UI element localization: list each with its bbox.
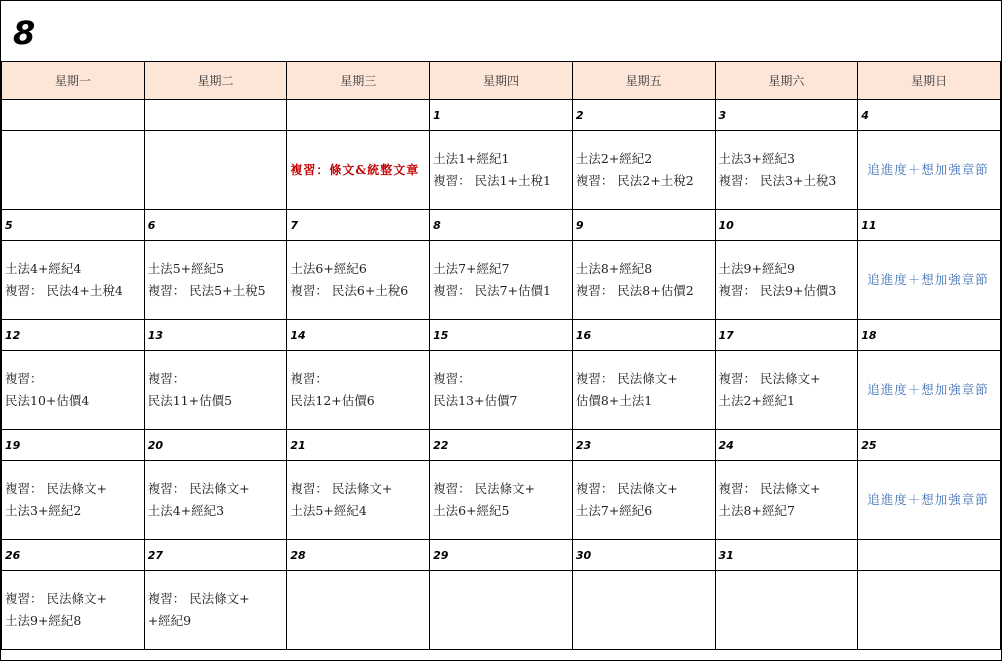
schedule-row — [2, 351, 1001, 430]
date-number: 23 — [572, 430, 715, 461]
schedule-entry: 複習： 民法9+估價3 — [718, 283, 837, 298]
date-number: 20 — [144, 430, 287, 461]
schedule-cell — [287, 241, 430, 320]
schedule-entry: 土法5+經紀5 — [147, 261, 225, 276]
date-number: 13 — [144, 320, 287, 351]
schedule-entry: 複習： 民法6+土稅6 — [290, 283, 409, 298]
schedule-entry: 複習： 民法條文+ — [433, 481, 536, 496]
schedule-entry: 複習： 民法7+估價1 — [433, 283, 551, 298]
date-number: 28 — [287, 540, 430, 571]
schedule-cell — [2, 241, 145, 320]
date-number: 1 — [430, 100, 573, 131]
schedule-entry: 複習： 民法條文+ — [5, 591, 107, 606]
schedule-cell — [858, 351, 1001, 430]
schedule-cell — [144, 571, 287, 650]
schedule-cell — [144, 461, 287, 540]
schedule-cell — [430, 131, 573, 210]
date-number: 17 — [715, 320, 858, 351]
schedule-entry: 複習： 民法4+土稅4 — [5, 283, 123, 298]
date-number: 11 — [858, 210, 1001, 241]
schedule-row — [2, 241, 1001, 320]
schedule-cell — [715, 131, 858, 210]
schedule-cell — [287, 571, 430, 650]
schedule-entry: 複習： 民法2+土稅2 — [575, 173, 694, 188]
month-title: 8 — [13, 14, 36, 52]
schedule-cell — [2, 461, 145, 540]
date-number: 30 — [572, 540, 715, 571]
schedule-entry: 土法5+經紀4 — [290, 503, 367, 518]
schedule-entry: 複習： 民法條文+ — [147, 591, 250, 606]
schedule-entry: 土法2+經紀1 — [718, 393, 795, 408]
date-number: 16 — [572, 320, 715, 351]
schedule-cell — [430, 461, 573, 540]
schedule-cell — [430, 241, 573, 320]
schedule-entry: 土法9+經紀9 — [718, 261, 795, 276]
schedule-cell — [144, 241, 287, 320]
schedule-entry: 民法11+估價5 — [147, 393, 233, 408]
date-number: 8 — [430, 210, 573, 241]
schedule-cell — [572, 571, 715, 650]
schedule-entry: 土法7+經紀7 — [433, 261, 510, 276]
schedule-cell — [858, 131, 1001, 210]
schedule-entry: 複習： 民法8+估價2 — [575, 283, 694, 298]
schedule-entry: 複習： 民法3+土稅3 — [718, 173, 837, 188]
date-number: 18 — [858, 320, 1001, 351]
schedule-entry: 複習： 民法5+土稅5 — [147, 283, 266, 298]
schedule-cell — [144, 351, 287, 430]
schedule-entry: 複習： 民法條文+ — [5, 481, 107, 496]
date-number: 22 — [430, 430, 573, 461]
schedule-entry: 土法6+經紀5 — [433, 503, 510, 518]
schedule-cell — [287, 131, 430, 210]
schedule-entry: 複習： 民法條文+ — [575, 481, 678, 496]
date-number: 5 — [2, 210, 145, 241]
schedule-cell — [430, 351, 573, 430]
date-row — [2, 320, 1001, 351]
schedule-cell — [858, 241, 1001, 320]
weekday-header: 星期六 — [715, 62, 858, 100]
date-number: 10 — [715, 210, 858, 241]
weekday-header: 星期三 — [287, 62, 430, 100]
schedule-cell — [287, 351, 430, 430]
date-row — [2, 430, 1001, 461]
schedule-row — [2, 131, 1001, 210]
date-number — [144, 100, 287, 131]
schedule-entry: 估價8+土法1 — [575, 393, 653, 408]
schedule-entry: 民法12+估價6 — [290, 393, 375, 408]
date-number — [858, 540, 1001, 571]
schedule-entry: 複習： 民法條文+ — [575, 371, 678, 386]
schedule-entry: 複習： — [433, 371, 471, 386]
schedule-cell — [858, 571, 1001, 650]
schedule-cell — [2, 351, 145, 430]
schedule-row — [2, 461, 1001, 540]
date-number — [287, 100, 430, 131]
schedule-cell — [572, 351, 715, 430]
schedule-entry: 土法8+經紀7 — [718, 503, 795, 518]
schedule-entry: 土法3+經紀3 — [718, 151, 795, 166]
date-number: 14 — [287, 320, 430, 351]
date-row — [2, 540, 1001, 571]
schedule-row — [2, 571, 1001, 650]
schedule-cell — [715, 571, 858, 650]
schedule-cell — [572, 131, 715, 210]
schedule-entry: 土法9+經紀8 — [5, 613, 82, 628]
weekday-header: 星期五 — [572, 62, 715, 100]
schedule-cell — [2, 571, 145, 650]
date-number: 21 — [287, 430, 430, 461]
schedule-entry: 複習： — [147, 371, 186, 386]
date-number: 7 — [287, 210, 430, 241]
date-number: 3 — [715, 100, 858, 131]
schedule-entry: 土法4+經紀3 — [147, 503, 225, 518]
schedule-cell — [144, 131, 287, 210]
schedule-cell — [287, 461, 430, 540]
schedule-entry: 民法10+估價4 — [5, 393, 90, 408]
date-number: 27 — [144, 540, 287, 571]
schedule-entry: 複習： 民法條文+ — [290, 481, 393, 496]
schedule-entry: 土法6+經紀6 — [290, 261, 367, 276]
date-number: 12 — [2, 320, 145, 351]
weekday-header: 星期日 — [858, 62, 1001, 100]
schedule-entry: 複習：條文&統整文章 — [290, 163, 420, 177]
schedule-entry: 複習： 民法條文+ — [718, 371, 821, 386]
weekday-header-row — [2, 62, 1001, 100]
date-number: 4 — [858, 100, 1001, 131]
date-number: 19 — [2, 430, 145, 461]
weekday-header: 星期一 — [2, 62, 145, 100]
date-number: 29 — [430, 540, 573, 571]
date-number: 24 — [715, 430, 858, 461]
schedule-cell — [572, 241, 715, 320]
date-number: 6 — [144, 210, 287, 241]
schedule-cell — [858, 461, 1001, 540]
date-number: 26 — [2, 540, 145, 571]
date-number — [2, 100, 145, 131]
schedule-cell — [430, 571, 573, 650]
schedule-entry: 土法8+經紀8 — [575, 261, 653, 276]
date-number: 31 — [715, 540, 858, 571]
schedule-cell — [715, 461, 858, 540]
schedule-entry: 土法3+經紀2 — [5, 503, 82, 518]
date-number: 9 — [572, 210, 715, 241]
schedule-entry: 複習： 民法條文+ — [718, 481, 821, 496]
schedule-entry: +經紀9 — [147, 613, 192, 628]
calendar-grid — [1, 61, 1001, 650]
schedule-entry: 複習： — [290, 371, 328, 386]
schedule-entry: 民法13+估價7 — [433, 393, 518, 408]
schedule-cell — [2, 131, 145, 210]
schedule-entry: 土法2+經紀2 — [575, 151, 653, 166]
schedule-cell — [715, 241, 858, 320]
schedule-entry: 追進度＋想加強章節 — [867, 382, 989, 397]
weekday-header: 星期四 — [430, 62, 573, 100]
schedule-entry: 追進度＋想加強章節 — [867, 272, 989, 287]
date-number: 25 — [858, 430, 1001, 461]
schedule-cell — [715, 351, 858, 430]
weekday-header: 星期二 — [144, 62, 287, 100]
schedule-entry: 土法7+經紀6 — [575, 503, 653, 518]
schedule-cell — [572, 461, 715, 540]
schedule-entry: 追進度＋想加強章節 — [867, 492, 989, 507]
date-row — [2, 100, 1001, 131]
schedule-entry: 追進度＋想加強章節 — [867, 162, 989, 177]
schedule-entry: 複習： 民法1+土稅1 — [433, 173, 551, 188]
schedule-entry: 土法4+經紀4 — [5, 261, 82, 276]
date-row — [2, 210, 1001, 241]
schedule-entry: 土法1+經紀1 — [433, 151, 510, 166]
schedule-entry: 複習： — [5, 371, 43, 386]
date-number: 15 — [430, 320, 573, 351]
date-number: 2 — [572, 100, 715, 131]
schedule-entry: 複習： 民法條文+ — [147, 481, 250, 496]
